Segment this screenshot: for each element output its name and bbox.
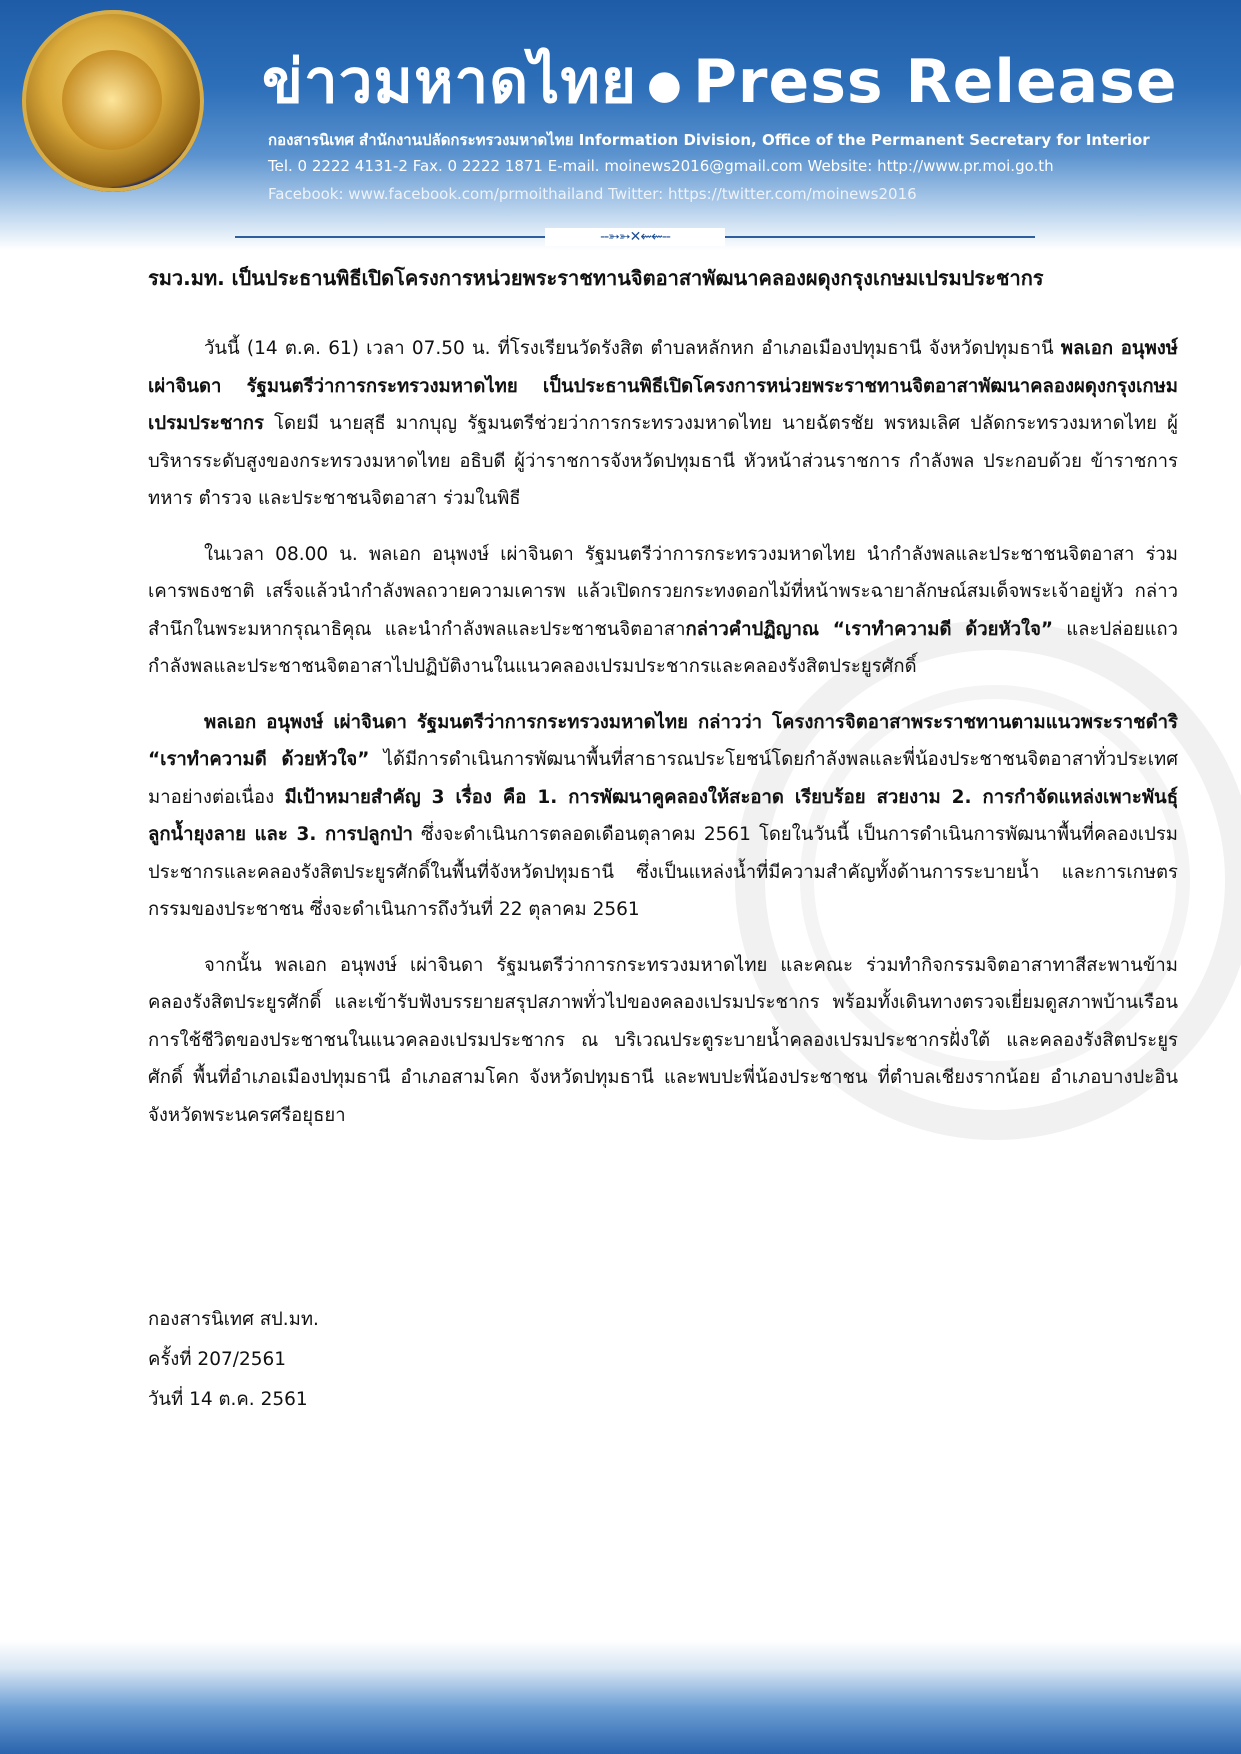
signoff-number: ครั้งที่ 207/2561 [148, 1349, 287, 1370]
letterhead-title [262, 34, 1178, 129]
bold-text: มีเป้าหมายสำคัญ 3 เรื่อง คือ 1. การพัฒนาคูคลองให้สะอาด เรียบร้อย สวยงาม 2. การกำจัดแหล่งเพาะพันธุ์ลูกน้ำยุงลาย และ 3. การปลูกป่า [148, 786, 1178, 845]
article-body [148, 330, 1178, 1152]
text: ในเวลา 08.00 น. พลเอก อนุพงษ์ เผ่าจินดา รัฐมนตรีว่าการกระทรวงมหาดไทย นำกำลังพลและประชาชนจิตอาสา ร่วมเคารพธงชาติ เสร็จแล้วนำกำลังพลถวายความเคารพ แล้วเปิดกรวยกระทงดอกไม้ที่หน้าพระฉายาลักษณ์สมเด็จพระเจ้าอยู่หัว กล่าวสำนึกในพระมหากรุณาธิคุณ และนำกำลังพลและประชาชนจิตอาสา [148, 543, 1178, 640]
text: ได้มีการดำเนินการพัฒนาพื้นที่สาธารณประโยชน์โดยกำลังพลและพี่น้องประชาชนจิตอาสาทั่วประเทศมาอย่างต่อเนื่อง [148, 749, 1178, 808]
ornament-divider: --➳➳✕⇜⇜-- [545, 228, 725, 246]
bold-text: พลเอก อนุพงษ์ เผ่าจินดา รัฐมนตรีว่าการกระทรวงมหาดไทย เป็นประธานพิธีเปิดโครงการหน่วยพระราชทานจิตอาสาพัฒนาคลองผดุงกรุงเกษมเปรมประชากร [148, 338, 1178, 434]
text: วันนี้ (14 ต.ค. 61) เวลา 07.50 น. ที่โรงเรียนวัดรังสิต ตำบลหลักหก อำเภอเมืองปทุมธานี จังหวัดปทุมธานี [204, 338, 1061, 359]
bullet-dot: ● [647, 62, 683, 109]
title-thai: ข่าวมหาดไทย [262, 47, 638, 117]
paragraph-4 [148, 947, 1178, 1135]
social-line: Facebook: www.facebook.com/prmoithailand Twitter: https://twitter.com/moinews2016 [268, 185, 917, 203]
contact-line: Tel. 0 2222 4131-2 Fax. 0 2222 1871 E-mail. moinews2016@gmail.com Website: http://www.pr.moi.go.th [268, 157, 1054, 175]
department-line: กองสารนิเทศ สำนักงานปลัดกระทรวงมหาดไทย Information Division, Office of the Permanent Secretary for Interior [268, 131, 1150, 149]
footer-band [0, 1640, 1241, 1754]
bold-text: พลเอก อนุพงษ์ เผ่าจินดา รัฐมนตรีว่าการกระทรวงมหาดไทย กล่าวว่า โครงการจิตอาสาพระราชทานตามแนวพระราชดำริ “เราทำความดี ด้วยหัวใจ” [148, 711, 1178, 770]
bold-text: กล่าวคำปฏิญาณ “เราทำความดี ด้วยหัวใจ” [685, 618, 1054, 640]
signoff-office: กองสารนิเทศ สป.มท. [148, 1309, 319, 1330]
paragraph-1 [148, 330, 1178, 518]
text: จากนั้น พลเอก อนุพงษ์ เผ่าจินดา รัฐมนตรีว่าการกระทรวงมหาดไทย และคณะ ร่วมทำกิจกรรมจิตอาสาทาสีสะพานข้ามคลองรังสิตประยูรศักดิ์ และเข้ารับฟังบรรยายสรุปสภาพทั่วไปของคลองเปรมประชากร พร้อมทั้งเดินทางตรวจเยี่ยมดูสภาพบ้านเรือนการใช้ชีวิตของประชาชนในแนวคลองเปรมประชากร ณ บริเวณประตูระบายน้ำคลองเปรมประชากรฝั่งใต้ และคลองรังสิตประยูรศักดิ์ พื้นที่อำเภอเมืองปทุมธานี อำเภอสามโคก จังหวัดปทุมธานี และพบปะพี่น้องประชาชน ที่ตำบลเชียงรากน้อย อำเภอบางปะอิน จังหวัดพระนครศรีอยุธยา [148, 954, 1178, 1126]
headline: รมว.มท. เป็นประธานพิธีเปิดโครงการหน่วยพระราชทานจิตอาสาพัฒนาคลองผดุงกรุงเกษมเปรมประชากร [148, 266, 1044, 290]
text: และปล่อยแถวกำลังพลและประชาชนจิตอาสาไปปฏิบัติงานในแนวคลองเปรมประชากรและคลองรังสิตประยูรศักดิ์ [148, 618, 1179, 677]
title-english: Press Release [692, 47, 1178, 117]
signoff [148, 1300, 319, 1420]
signoff-date: วันที่ 14 ต.ค. 2561 [148, 1389, 308, 1410]
text: ซึ่งจะดำเนินการตลอดเดือนตุลาคม 2561 โดยในวันนี้ เป็นการดำเนินการพัฒนาพื้นที่คลองเปรมประชากรและคลองรังสิตประยูรศักดิ์ในพื้นที่จังหวัดปทุมธานี ซึ่งเป็นแหล่งน้ำที่มีความสำคัญทั้งด้านการระบายน้ำ และการเกษตรกรรมของประชาชน ซึ่งจะดำเนินการถึงวันที่ 22 ตุลาคม 2561 [148, 824, 1179, 920]
paragraph-3 [148, 704, 1178, 929]
letterhead [0, 0, 1241, 250]
text: โดยมี นายสุธี มากบุญ รัฐมนตรีช่วยว่าการกระทรวงมหาดไทย นายฉัตรชัย พรหมเลิศ ปลัดกระทรวงมหาดไทย ผู้บริหารระดับสูงของกระทรวงมหาดไทย อธิบดี ผู้ว่าราชการจังหวัดปทุมธานี หัวหน้าส่วนราชการ กำลังพล ประกอบด้วย ข้าราชการ ทหาร ตำรวจ และประชาชนจิตอาสา ร่วมในพิธี [148, 413, 1178, 509]
paragraph-2 [148, 536, 1178, 686]
ministry-seal-logo [22, 10, 204, 192]
seal-emblem [62, 50, 162, 150]
